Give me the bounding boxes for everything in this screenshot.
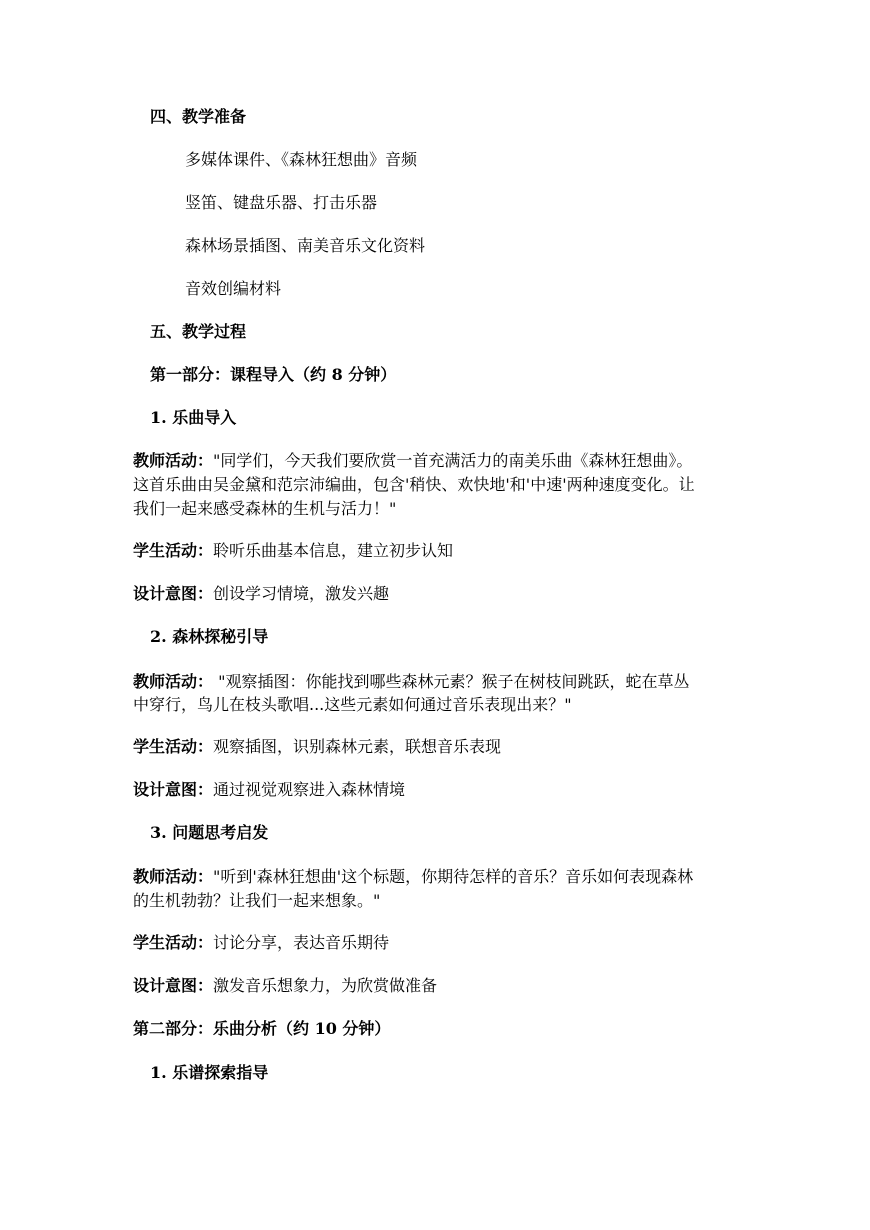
teacher-activity-text: 的生机勃勃？让我们一起来想象。" bbox=[133, 891, 381, 910]
teacher-activity-text: "同学们，今天我们要欣赏一首充满活力的南美乐曲《森林狂想曲》。 bbox=[213, 451, 693, 470]
teacher-activity bbox=[133, 865, 693, 888]
design-intent-label: 设计意图： bbox=[133, 976, 214, 995]
teacher-activity-text: "观察插图：你能找到哪些森林元素？猴子在树枝间跳跃，蛇在草丛 bbox=[213, 672, 690, 691]
design-intent-label: 设计意图： bbox=[133, 780, 214, 799]
student-activity-label: 学生活动： bbox=[133, 933, 214, 952]
part-title: 第二部分：乐曲分析（约 10 分钟） bbox=[133, 1019, 391, 1038]
student-activity-text: 观察插图，识别森林元素，联想音乐表现 bbox=[213, 737, 502, 756]
teacher-activity-text: "听到'森林狂想曲'这个标题，你期待怎样的音乐？音乐如何表现森林 bbox=[213, 867, 694, 886]
teacher-activity-label: 教师活动： bbox=[133, 672, 214, 691]
design-intent bbox=[133, 778, 405, 801]
student-activity-text: 讨论分享，表达音乐期待 bbox=[213, 933, 390, 952]
teacher-activity bbox=[133, 670, 689, 693]
section-heading-preparation: 四、教学准备 bbox=[150, 107, 247, 126]
design-intent-label: 设计意图： bbox=[133, 584, 214, 603]
teacher-activity bbox=[133, 449, 692, 472]
subsection-title: 2. 森林探秘引导 bbox=[150, 627, 269, 646]
part-title: 第一部分：课程导入（约 8 分钟） bbox=[150, 365, 397, 384]
student-activity bbox=[133, 539, 453, 562]
student-activity-label: 学生活动： bbox=[133, 737, 214, 756]
subsection-title: 1. 乐谱探索指导 bbox=[150, 1063, 269, 1082]
design-intent bbox=[133, 582, 389, 605]
design-intent-text: 通过视觉观察进入森林情境 bbox=[213, 780, 406, 799]
design-intent-text: 创设学习情境，激发兴趣 bbox=[213, 584, 390, 603]
teacher-activity-label: 教师活动： bbox=[133, 451, 214, 470]
teacher-activity-text: 这首乐曲由吴金黛和范宗沛编曲，包含'稍快、欢快地'和'中速'两种速度变化。让 bbox=[133, 475, 695, 494]
student-activity bbox=[133, 931, 389, 954]
teacher-activity-text: 我们一起来感受森林的生机与活力！" bbox=[133, 499, 397, 518]
design-intent-text: 激发音乐想象力，为欣赏做准备 bbox=[213, 976, 438, 995]
teacher-activity-label: 教师活动： bbox=[133, 867, 214, 886]
design-intent bbox=[133, 974, 437, 997]
student-activity-text: 聆听乐曲基本信息，建立初步认知 bbox=[213, 541, 454, 560]
student-activity bbox=[133, 735, 501, 758]
prep-item: 竖笛、键盘乐器、打击乐器 bbox=[185, 193, 378, 212]
subsection-title: 3. 问题思考启发 bbox=[150, 823, 269, 842]
teacher-activity-text: 中穿行，鸟儿在枝头歌唱...这些元素如何通过音乐表现出来？" bbox=[133, 695, 572, 714]
prep-item: 森林场景插图、南美音乐文化资料 bbox=[185, 236, 426, 255]
section-heading-process: 五、教学过程 bbox=[150, 322, 247, 341]
subsection-title: 1. 乐曲导入 bbox=[150, 408, 237, 427]
student-activity-label: 学生活动： bbox=[133, 541, 214, 560]
prep-item: 多媒体课件、《森林狂想曲》音频 bbox=[185, 150, 418, 169]
prep-item: 音效创编材料 bbox=[185, 279, 282, 298]
